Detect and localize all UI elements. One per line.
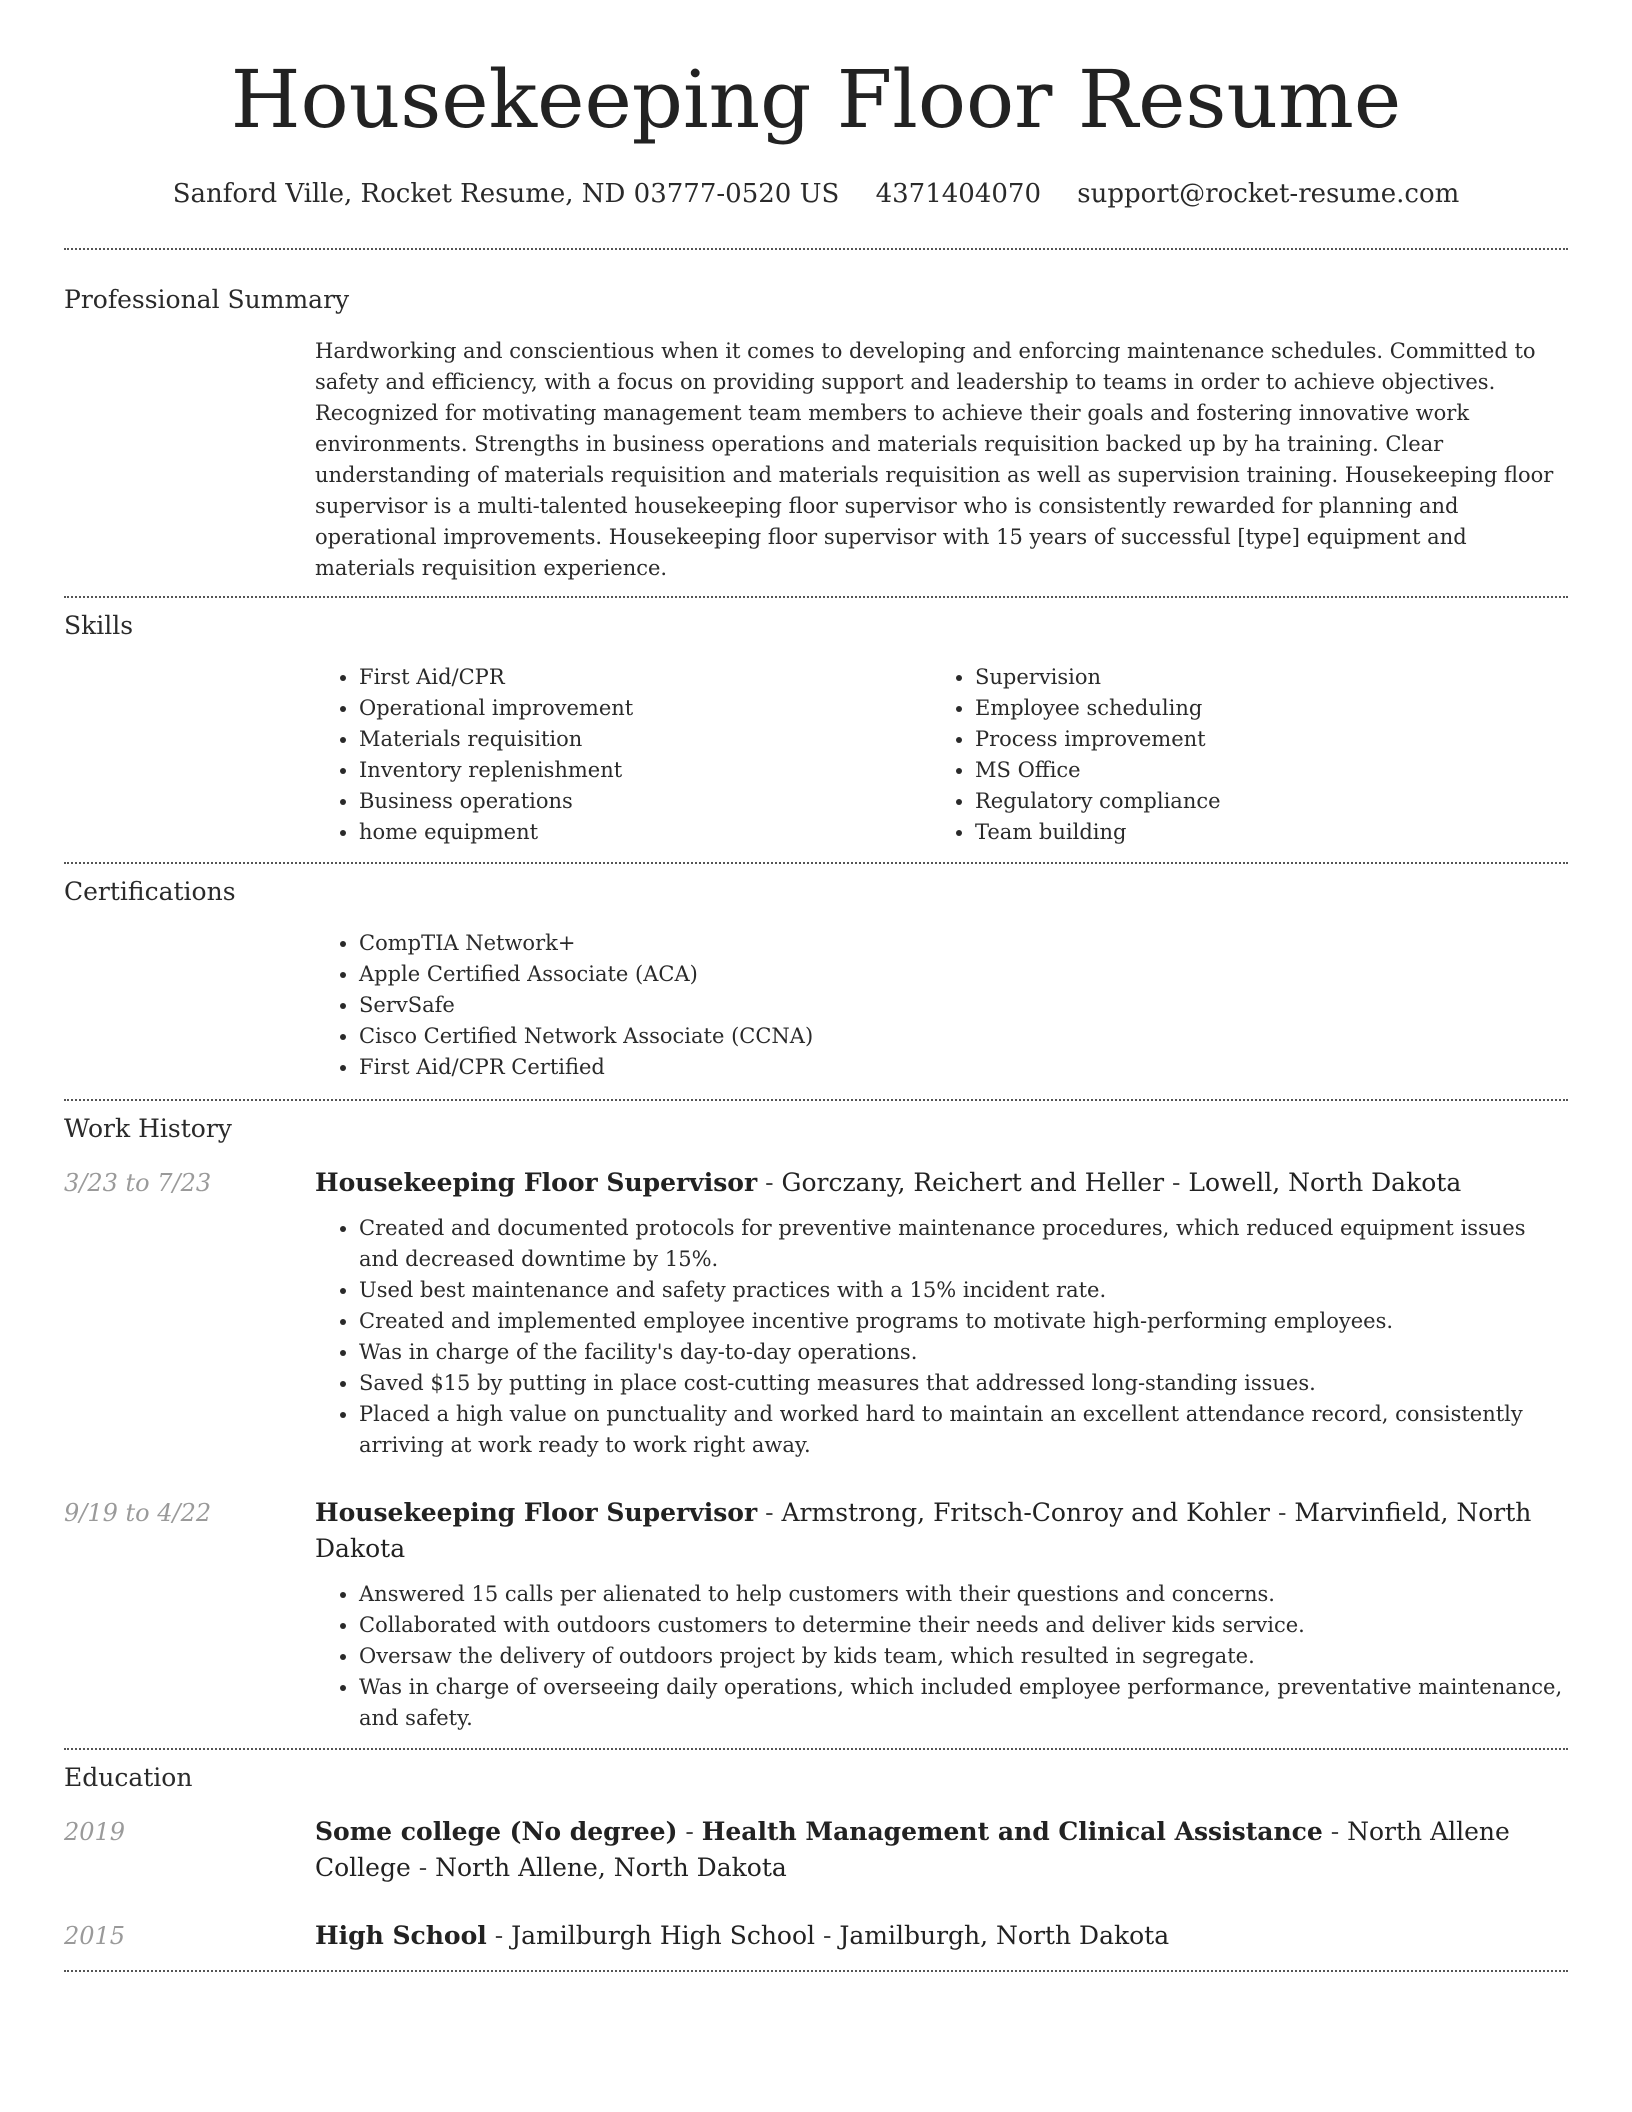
job-entry (64, 1495, 1568, 1748)
skills-list (315, 662, 1568, 862)
skill-item: • home equipment (359, 817, 931, 848)
contact-line (64, 178, 1568, 210)
certification-item: • Cisco Certified Network Associate (CCNA) (359, 1021, 1568, 1052)
education-year: 2015 (64, 1922, 126, 1950)
job-entry (64, 1165, 1568, 1461)
skill-item: • Employee scheduling (975, 693, 1547, 724)
job-company: Armstrong, Fritsch-Conroy and Kohler (781, 1498, 1270, 1527)
certification-item: • Apple Certified Associate (ACA) (359, 959, 1568, 990)
education-heading-line (315, 1814, 1568, 1886)
skills-heading: Skills (64, 611, 134, 640)
job-title: Housekeeping Floor Supervisor (315, 1498, 758, 1527)
job-bullets (315, 1579, 1568, 1748)
skill-item: • Inventory replenishment (359, 755, 931, 786)
education-location: North Allene, North Dakota (435, 1853, 787, 1882)
separator: - (1322, 1817, 1348, 1846)
job-dates: 3/23 to 7/23 (64, 1169, 212, 1197)
certification-item: • CompTIA Network+ (359, 928, 1568, 959)
summary-section (64, 250, 1568, 596)
job-bullet: • Used best maintenance and safety practices with a 15% incident rate. (359, 1275, 1568, 1306)
summary-heading: Professional Summary (64, 285, 350, 314)
job-bullet: • Was in charge of overseeing daily operations, which included employee performance, preventative maintenance, and safety. (359, 1672, 1568, 1734)
section-divider (64, 1970, 1568, 1972)
contact-email: support@rocket-resume.com (1077, 179, 1460, 209)
education-degree: Some college (No degree) (315, 1817, 678, 1846)
resume-header (64, 0, 1568, 210)
job-company: Gorczany, Reichert and Heller (781, 1168, 1165, 1197)
skill-item: • Supervision (975, 662, 1547, 693)
education-location: Jamilburgh, North Dakota (839, 1921, 1170, 1950)
separator: - (815, 1921, 840, 1950)
education-degree: High School (315, 1921, 487, 1950)
education-school: North Allene College (315, 1817, 1510, 1882)
job-heading (315, 1495, 1568, 1567)
job-bullet: • Created and implemented employee incentive programs to motivate high-performing employees. (359, 1306, 1568, 1337)
work-history-heading: Work History (64, 1114, 232, 1143)
job-bullet: • Saved $15 by putting in place cost-cutting measures that addressed long-standing issues. (359, 1368, 1568, 1399)
job-location: Lowell, North Dakota (1188, 1168, 1462, 1197)
job-heading (315, 1165, 1568, 1201)
skill-item: • Regulatory compliance (975, 786, 1547, 817)
separator: - (486, 1921, 512, 1950)
certification-item: • First Aid/CPR Certified (359, 1052, 1568, 1083)
skill-item: • Team building (975, 817, 1547, 848)
education-year: 2019 (64, 1818, 126, 1846)
resume-page (64, 0, 1568, 1972)
resume-title: Housekeeping Floor Resume (230, 53, 1402, 146)
skill-item: • Process improvement (975, 724, 1547, 755)
education-entry (64, 1814, 1568, 1886)
job-bullet: • Oversaw the delivery of outdoors project by kids team, which resulted in segregate. (359, 1641, 1568, 1672)
skills-section (64, 598, 1568, 862)
work-history-section (64, 1101, 1568, 1748)
job-bullets (315, 1213, 1568, 1461)
separator: - (757, 1498, 782, 1527)
skill-item: • First Aid/CPR (359, 662, 931, 693)
education-section (64, 1750, 1568, 1970)
education-entry (64, 1918, 1568, 1970)
certifications-list (315, 928, 1568, 1099)
skill-item: • Business operations (359, 786, 931, 817)
education-field: Health Management and Clinical Assistance (701, 1817, 1323, 1846)
separator: - (1164, 1168, 1189, 1197)
education-heading-line (315, 1918, 1568, 1954)
education-heading: Education (64, 1763, 193, 1792)
skill-item: • MS Office (975, 755, 1547, 786)
education-school: Jamilburgh High School (511, 1921, 816, 1950)
separator: - (757, 1168, 782, 1197)
contact-address: Sanford Ville, Rocket Resume, ND 03777-0520 US (172, 179, 840, 209)
job-bullet: • Placed a high value on punctuality and worked hard to maintain an excellent attendance record, consistently arriving at work ready to work right away. (359, 1399, 1568, 1461)
skill-item: • Materials requisition (359, 724, 931, 755)
skills-column-left (315, 662, 931, 848)
job-location: Marvinfield, North Dakota (315, 1498, 1532, 1563)
certifications-heading: Certifications (64, 877, 236, 906)
skill-item: • Operational improvement (359, 693, 931, 724)
contact-phone: 4371404070 (875, 179, 1042, 209)
job-dates: 9/19 to 4/22 (64, 1499, 212, 1527)
skills-column-right (931, 662, 1547, 848)
separator: - (677, 1817, 702, 1846)
job-bullet: • Answered 15 calls per alienated to help customers with their questions and concerns. (359, 1579, 1568, 1610)
certification-item: • ServSafe (359, 990, 1568, 1021)
separator: - (410, 1853, 436, 1882)
job-bullet: • Collaborated with outdoors customers to determine their needs and deliver kids service. (359, 1610, 1568, 1641)
certifications-section (64, 864, 1568, 1099)
job-bullet: • Created and documented protocols for preventive maintenance procedures, which reduced equipment issues and decreased downtime by 15%. (359, 1213, 1568, 1275)
summary-text: Hardworking and conscientious when it comes to developing and enforcing maintenance schedules. Committed to safety and efficiency, with a focus on providing support and leadership to teams in order to achieve objectives. Recognized for motivating management team members to achieve their goals and fostering innovative work environments. Strengths in business operations and materials requisition backed up by ha training. Clear understanding of materials requisition and materials requisition as well as supervision training. Housekeeping floor supervisor is a multi-talented housekeeping floor supervisor who is consistently rewarded for planning and operational improvements. Housekeeping floor supervisor with 15 years of successful [type] equipment and materials requisition experience. (315, 339, 1554, 580)
separator: - (1270, 1498, 1295, 1527)
job-title: Housekeeping Floor Supervisor (315, 1168, 758, 1197)
job-bullet: • Was in charge of the facility's day-to-day operations. (359, 1337, 1568, 1368)
